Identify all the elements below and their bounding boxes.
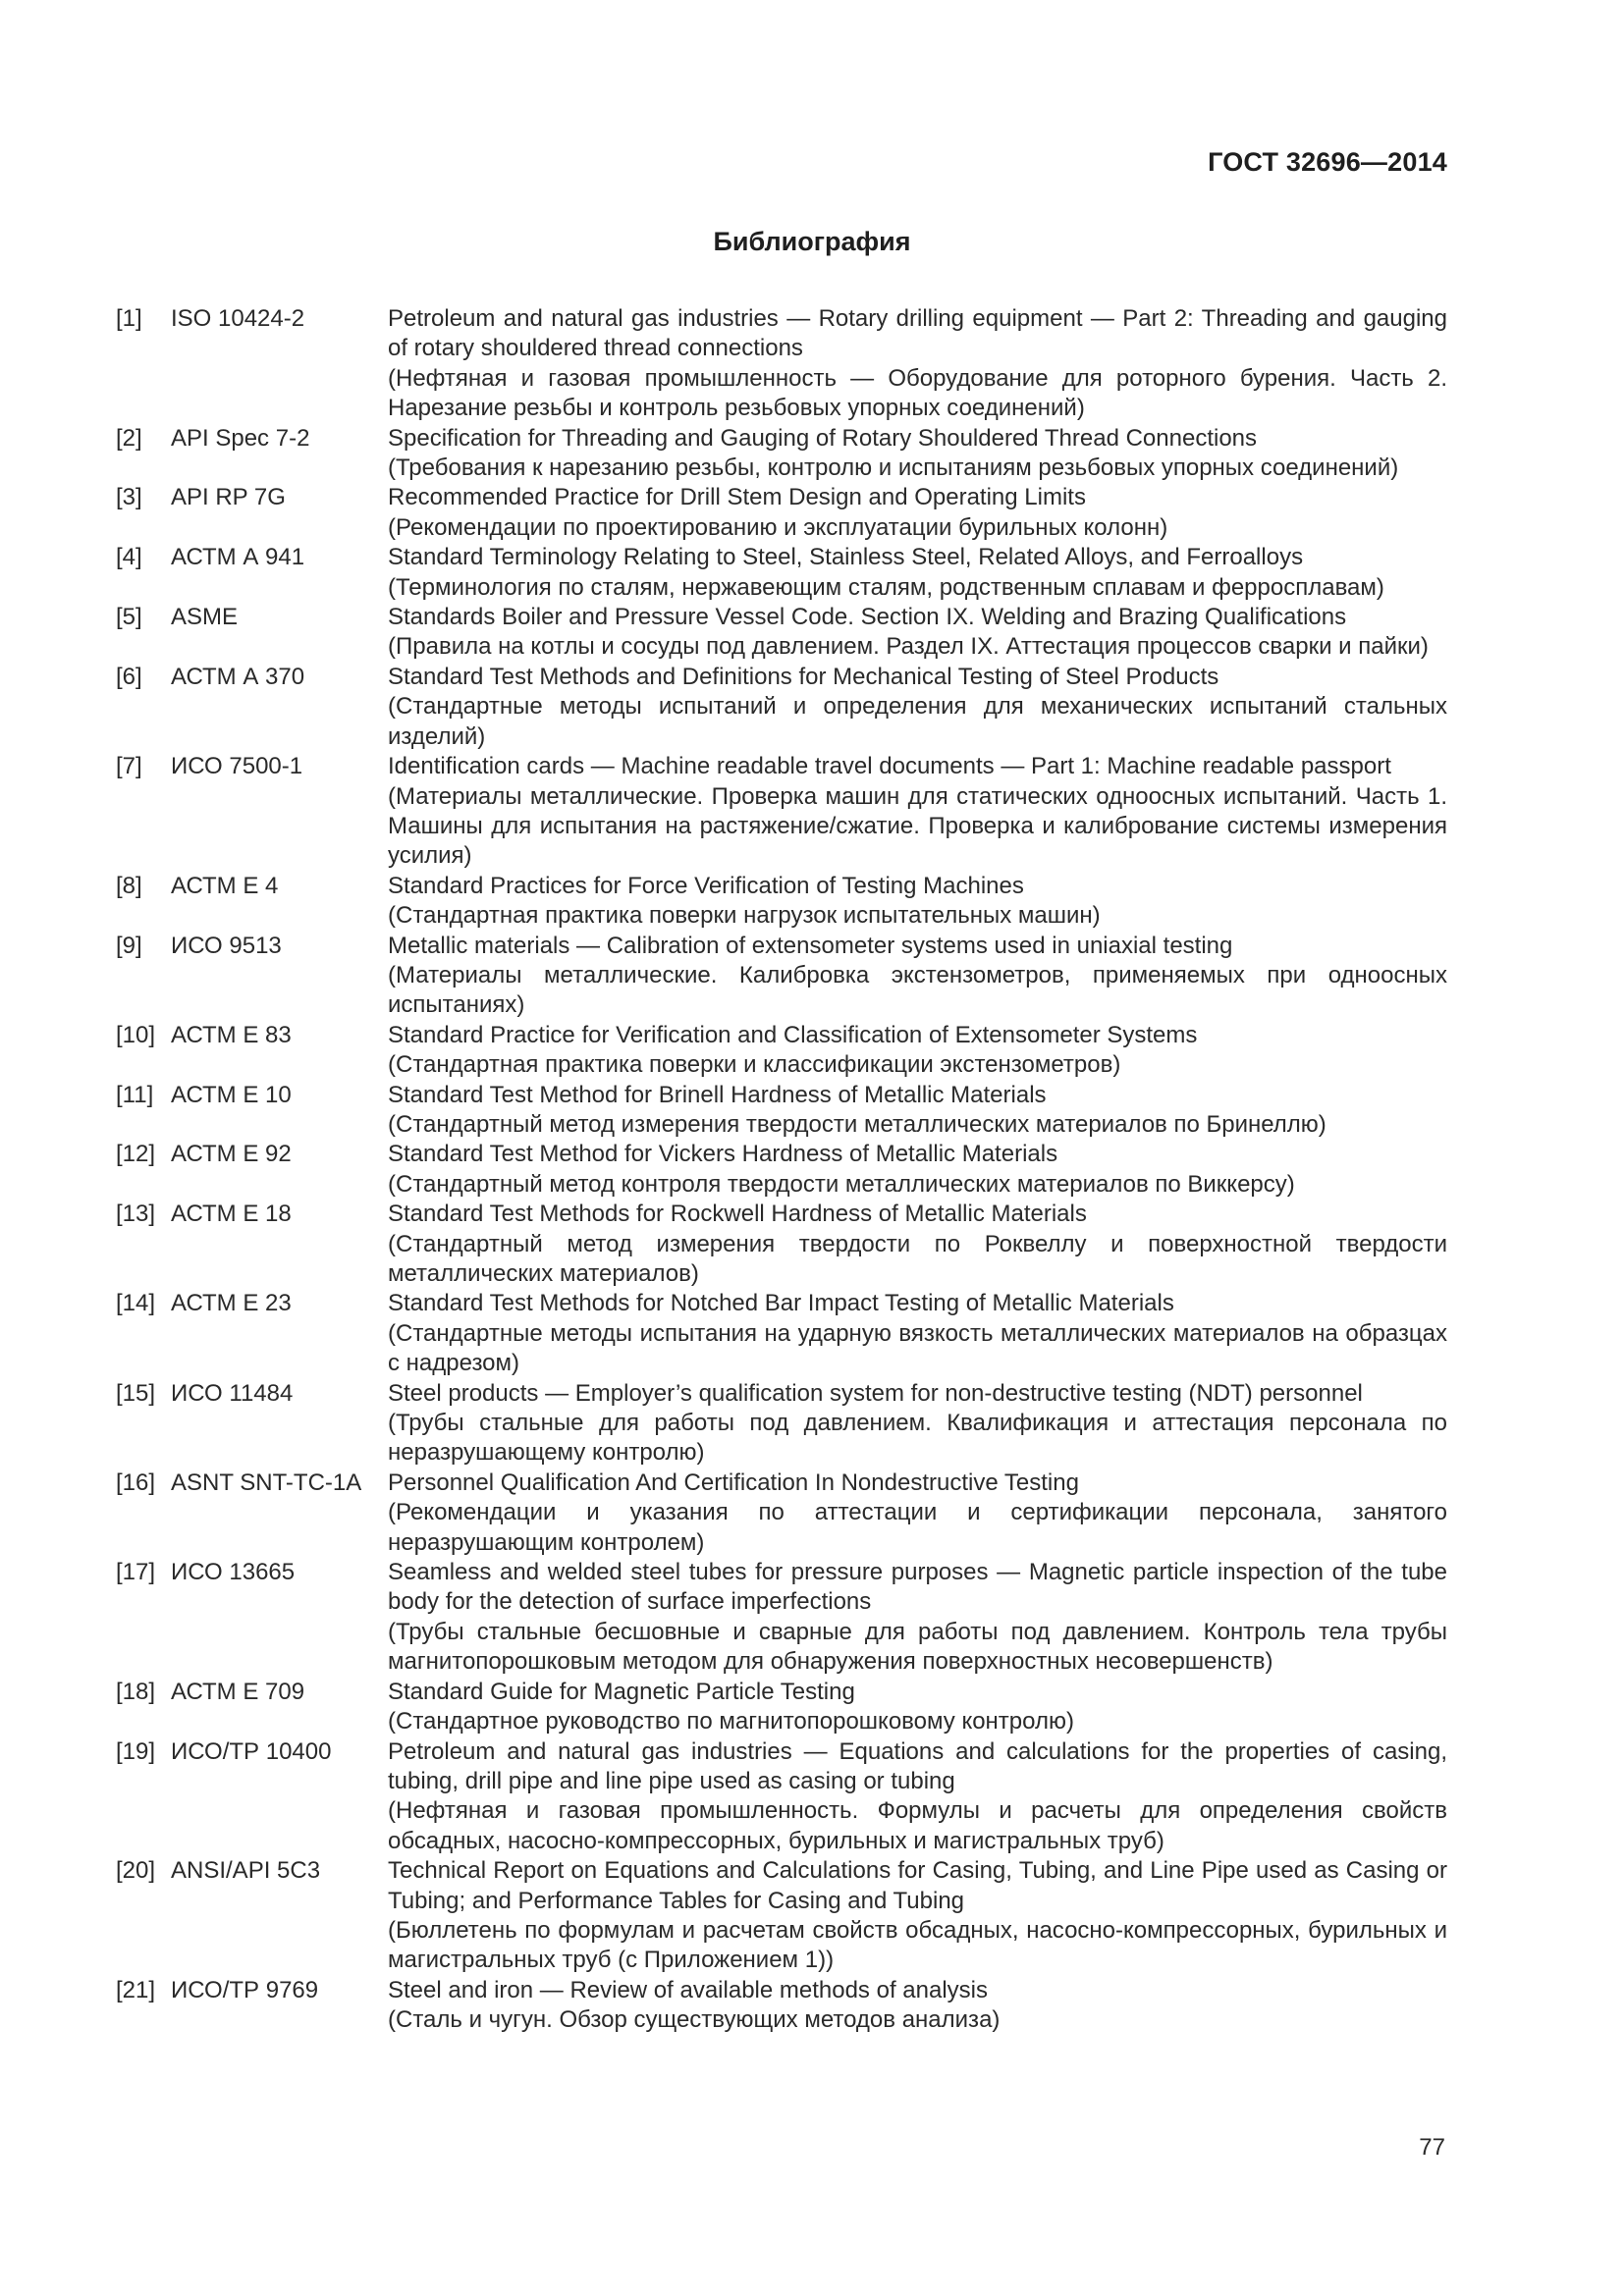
bibliography-entry-19	[116, 1737, 1447, 1857]
entry-number: [20]	[116, 1857, 156, 1885]
entry-title-en: Specification for Threading and Gauging of Rotary Shouldered Thread Connections	[388, 424, 1258, 452]
entry-number: [13]	[116, 1201, 156, 1228]
entry-title-en: Standard Test Method for Vickers Hardness of Metallic Materials	[388, 1141, 1058, 1168]
entry-title-ru: (Стандартный метод контроля твердости металлических материалов по Виккерсу)	[388, 1170, 1295, 1198]
bibliography-entry-9	[116, 932, 1447, 1021]
bibliography-entry-3	[116, 483, 1447, 543]
bibliography-entry-7	[116, 752, 1447, 872]
entry-number: [15]	[116, 1379, 156, 1407]
entry-title-en: Petroleum and natural gas industries — Rotary drilling equipment — Part 2: Threading and gauging of rotary shouldered thread connections	[388, 305, 1447, 362]
bibliography-entry-2	[116, 424, 1447, 484]
entry-number: [3]	[116, 484, 142, 511]
entry-title-en: Technical Report on Equations and Calculations for Casing, Tubing, and Line Pipe used as Casing or Tubing; and Performance Tables for Casing and Tubing	[388, 1857, 1447, 1914]
bibliography-entry-4	[116, 543, 1447, 603]
entry-description	[388, 1856, 1447, 1976]
entry-description	[388, 663, 1447, 752]
entry-description	[388, 1558, 1447, 1678]
entry-title-en: Seamless and welded steel tubes for pressure purposes — Magnetic particle inspection of the tube body for the detection of surface imperfections	[388, 1559, 1447, 1616]
entry-description	[388, 304, 1447, 424]
bibliography-entry-5	[116, 603, 1447, 663]
bibliography-entry-17	[116, 1558, 1447, 1678]
entry-title-en: Standards Boiler and Pressure Vessel Code. Section IX. Welding and Brazing Qualifications	[388, 604, 1347, 631]
entry-title-ru: (Сталь и чугун. Обзор существующих методов анализа)	[388, 2006, 1001, 2034]
entry-title-en: Identification cards — Machine readable travel documents — Part 1: Machine readable passport	[388, 753, 1391, 780]
page-title: Библиография	[713, 227, 911, 256]
entry-title-en: Standard Test Methods for Notched Bar Impact Testing of Metallic Materials	[388, 1290, 1174, 1317]
entry-number: [5]	[116, 604, 142, 631]
entry-code: ISO 10424-2	[171, 305, 305, 332]
entry-code: АСТМ Е 18	[171, 1201, 292, 1228]
entry-description	[388, 1200, 1447, 1289]
entry-number: [1]	[116, 305, 142, 332]
entry-number: [8]	[116, 872, 142, 899]
entry-description	[388, 932, 1447, 1021]
entry-title-ru: (Требования к нарезанию резьбы, контролю и испытаниям резьбовых упорных соединений)	[388, 454, 1399, 482]
entry-title-ru: (Трубы стальные бесшовные и сварные для работы под давлением. Контроль тела трубы магнитопорошковым методом для обнаружения поверхностных несовершенств)	[388, 1618, 1447, 1676]
entry-title-ru: (Трубы стальные для работы под давлением. Квалификация и аттестация персонала по неразрушающему контролю)	[388, 1410, 1447, 1467]
entry-description	[388, 603, 1447, 663]
entry-title-ru: (Стандартные методы испытаний и определения для механических испытаний стальных изделий)	[388, 693, 1447, 750]
bibliography-entry-15	[116, 1379, 1447, 1468]
entry-title-en: Recommended Practice for Drill Stem Design and Operating Limits	[388, 484, 1086, 511]
entry-number: [14]	[116, 1290, 156, 1317]
entry-description	[388, 424, 1447, 484]
bibliography-entry-20	[116, 1856, 1447, 1976]
entry-title-en: Petroleum and natural gas industries — Equations and calculations for the properties of casing, tubing, drill pipe and line pipe used as casing or tubing	[388, 1737, 1447, 1794]
entry-description	[388, 1021, 1447, 1081]
entry-title-ru: (Стандартные методы испытания на ударную вязкость металлических материалов на образцах с надрезом)	[388, 1319, 1447, 1377]
entry-title-ru: (Правила на котлы и сосуды под давлением. Раздел IX. Аттестация процессов сварки и пайки)	[388, 633, 1429, 661]
entry-code: АСТМ А 370	[171, 663, 305, 690]
entry-description	[388, 1379, 1447, 1468]
entry-title-en: Steel and iron — Review of available methods of analysis	[388, 1976, 988, 2003]
bibliography-entry-21	[116, 1976, 1447, 2036]
entry-number: [21]	[116, 1976, 156, 2003]
entry-number: [6]	[116, 663, 142, 690]
entry-code: АСТМ Е 10	[171, 1081, 292, 1108]
entry-title-ru: (Материалы металлические. Калибровка экстензометров, применяемых при одноосных испытаниях)	[388, 961, 1447, 1019]
entry-title-en: Personnel Qualification And Certification In Nondestructive Testing	[388, 1468, 1079, 1496]
bibliography-list	[116, 304, 1447, 2036]
entry-description	[388, 1468, 1447, 1558]
entry-number: [18]	[116, 1678, 156, 1705]
entry-number: [7]	[116, 753, 142, 780]
entry-description	[388, 872, 1447, 932]
entry-description	[388, 1140, 1447, 1200]
entry-description	[388, 483, 1447, 543]
entry-code: ASNT SNT-TC-1A	[171, 1468, 362, 1496]
entry-title-ru: (Нефтяная и газовая промышленность. Формулы и расчеты для определения свойств обсадных, насосно-компрессорных, бурильных и магистральных труб)	[388, 1797, 1447, 1854]
entry-code: API RP 7G	[171, 484, 286, 511]
entry-code: АСТМ А 941	[171, 544, 305, 571]
entry-number: [16]	[116, 1468, 156, 1496]
entry-number: [19]	[116, 1737, 156, 1765]
entry-title-en: Standard Test Method for Brinell Hardness of Metallic Materials	[388, 1081, 1047, 1108]
entry-number: [10]	[116, 1021, 156, 1048]
entry-description	[388, 1737, 1447, 1857]
bibliography-entry-6	[116, 663, 1447, 752]
bibliography-entry-11	[116, 1081, 1447, 1141]
entry-number: [12]	[116, 1141, 156, 1168]
entry-code: ИСО/ТР 10400	[171, 1737, 332, 1765]
entry-title-ru: (Стандартная практика поверки и классификации экстензометров)	[388, 1051, 1121, 1079]
entry-code: АСТМ Е 92	[171, 1141, 292, 1168]
page-number: 77	[1419, 2134, 1445, 2161]
bibliography-entry-8	[116, 872, 1447, 932]
document-header: ГОСТ 32696—2014	[1208, 147, 1447, 177]
entry-title-ru: (Рекомендации и указания по аттестации и сертификации персонала, занятого неразрушающим контролем)	[388, 1499, 1447, 1556]
entry-title-en: Standard Practices for Force Verification of Testing Machines	[388, 872, 1024, 899]
entry-description	[388, 1289, 1447, 1378]
entry-title-en: Standard Test Methods for Rockwell Hardness of Metallic Materials	[388, 1201, 1087, 1228]
entry-description	[388, 1678, 1447, 1737]
entry-code: ИСО/ТР 9769	[171, 1976, 319, 2003]
entry-code: ANSI/API 5C3	[171, 1857, 321, 1885]
entry-code: АСТМ Е 4	[171, 872, 279, 899]
bibliography-entry-16	[116, 1468, 1447, 1558]
entry-title-en: Steel products — Employer’s qualification system for non-destructive testing (NDT) personnel	[388, 1379, 1363, 1407]
bibliography-entry-10	[116, 1021, 1447, 1081]
entry-code: ИСО 9513	[171, 932, 282, 959]
bibliography-entry-1	[116, 304, 1447, 424]
entry-number: [9]	[116, 932, 142, 959]
entry-title-en: Standard Test Methods and Definitions for Mechanical Testing of Steel Products	[388, 663, 1219, 690]
entry-number: [2]	[116, 424, 142, 452]
entry-code: ИСО 13665	[171, 1559, 296, 1586]
entry-title-ru: (Стандартное руководство по магнитопорошковому контролю)	[388, 1708, 1074, 1735]
entry-title-ru: (Терминология по сталям, нержавеющим сталям, родственным сплавам и ферросплавам)	[388, 573, 1384, 601]
entry-code: АСТМ Е 83	[171, 1021, 292, 1048]
entry-number: [11]	[116, 1081, 154, 1108]
entry-description	[388, 1976, 1447, 2036]
entry-title-ru: (Рекомендации по проектированию и эксплуатации бурильных колонн)	[388, 513, 1168, 541]
entry-description	[388, 752, 1447, 872]
entry-title-ru: (Бюллетень по формулам и расчетам свойств обсадных, насосно-компрессорных, бурильных и магистральных труб (с Приложением 1))	[388, 1916, 1447, 1974]
bibliography-entry-12	[116, 1140, 1447, 1200]
entry-code: ИСО 11484	[171, 1379, 294, 1407]
entry-code: ASME	[171, 604, 239, 631]
entry-description	[388, 1081, 1447, 1141]
entry-number: [17]	[116, 1559, 156, 1586]
entry-title-ru: (Стандартный метод измерения твердости металлических материалов по Бринеллю)	[388, 1110, 1326, 1138]
entry-description	[388, 543, 1447, 603]
entry-code: ИСО 7500-1	[171, 753, 303, 780]
entry-title-en: Standard Practice for Verification and Classification of Extensometer Systems	[388, 1021, 1198, 1048]
bibliography-entry-13	[116, 1200, 1447, 1289]
bibliography-entry-18	[116, 1678, 1447, 1737]
entry-title-ru: (Материалы металлические. Проверка машин для статических одноосных испытаний. Часть 1. Машины для испытания на растяжение/сжатие. Проверка и калибрование системы измерения усилия)	[388, 782, 1447, 870]
entry-title-ru: (Нефтяная и газовая промышленность — Оборудование для роторного бурения. Часть 2. Нарезание резьбы и контроль резьбовых упорных соединений)	[388, 364, 1447, 422]
entry-title-en: Standard Terminology Relating to Steel, Stainless Steel, Related Alloys, and Ferroalloys	[388, 544, 1304, 571]
entry-title-en: Metallic materials — Calibration of extensometer systems used in uniaxial testing	[388, 932, 1233, 959]
entry-number: [4]	[116, 544, 142, 571]
entry-code: АСТМ Е 709	[171, 1678, 305, 1705]
entry-title-ru: (Стандартная практика поверки нагрузок испытательных машин)	[388, 902, 1101, 930]
entry-title-ru: (Стандартный метод измерения твердости по Роквеллу и поверхностной твердости металлических материалов)	[388, 1230, 1447, 1287]
bibliography-entry-14	[116, 1289, 1447, 1378]
entry-title-en: Standard Guide for Magnetic Particle Testing	[388, 1678, 855, 1705]
entry-code: API Spec 7-2	[171, 424, 310, 452]
entry-code: АСТМ Е 23	[171, 1290, 292, 1317]
